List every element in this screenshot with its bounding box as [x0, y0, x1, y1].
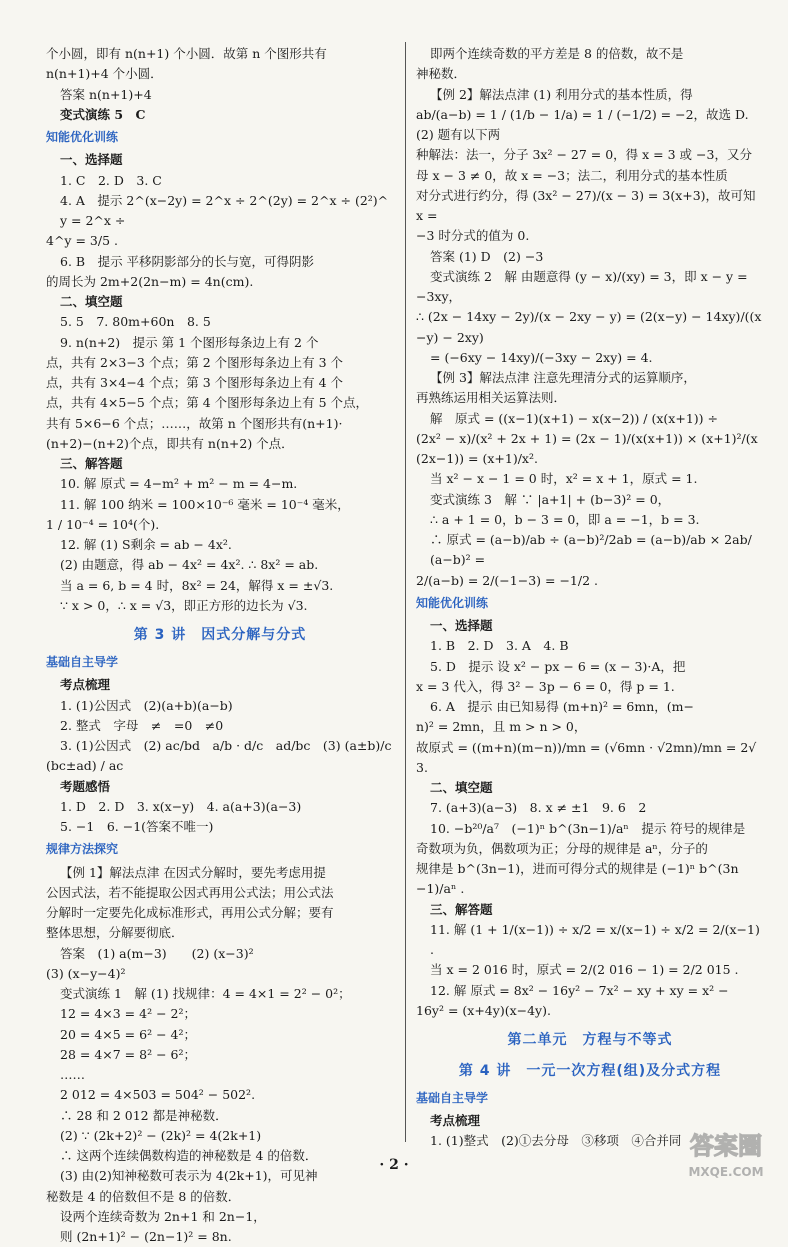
text-line: 当 x² − x − 1 = 0 时，x² = x + 1，原式 = 1. — [430, 471, 698, 487]
text-line: −3 时分式的值为 0. — [416, 228, 530, 244]
text-line: (2) 由题意，得 ab − 4x² = 4x². ∴ 8x² = ab. — [60, 557, 319, 573]
text-line: 【例 2】解法点津 (1) 利用分式的基本性质，得 — [430, 86, 693, 102]
text-line: 点，共有 3×4−4 个点；第 3 个图形每条边上有 4 个 — [46, 375, 344, 391]
answer-line: 答案 (1) a(m−3) (2) (x−3)² — [60, 945, 254, 961]
text-line: 当 a = 6, b = 4 时，8x² = 24，解得 x = ±√3. — [60, 577, 334, 593]
text-line: 20 = 4×5 = 6² − 4²； — [60, 1026, 196, 1042]
subsection-heading: 考点梳理 — [60, 677, 111, 693]
chapter-title: 第 4 讲 一元一次方程(组)及分式方程 — [458, 1062, 722, 1079]
text-line: 【例 1】解法点津 在因式分解时，要先考虑用提 — [60, 864, 326, 880]
left-column — [46, 44, 394, 1247]
text-line: 分解时一定要先化成标准形式，再用公式分解；要有 — [46, 905, 334, 921]
answer-line: 答案 (1) D (2) −3 — [430, 248, 544, 264]
text-line: 的周长为 2m+2(2n−m) = 4n(cm). — [46, 273, 254, 289]
watermark-text: 答案圈 — [690, 1132, 762, 1160]
text-line: 【例 3】解法点津 注意先理清分式的运算顺序， — [430, 370, 696, 385]
text-line: 4. A 提示 2^(x−2y) = 2^x ÷ 2^(2y) = 2^x ÷ (2²)^y = 2^x ÷ — [60, 192, 389, 229]
text-line: 点，共有 4×5−5 个点；第 4 个图形每条边上有 5 个点， — [46, 395, 369, 411]
section-heading: 知能优化训练 — [416, 595, 489, 610]
text-line: 12. 解 原式 = 8x² − 16y² − 7x² − xy + xy = x² − — [430, 982, 729, 998]
subsection-heading: 二、填空题 — [60, 294, 123, 310]
text-line: 4^y = 3/5 . — [46, 233, 118, 249]
formula-line: 10. −b²⁰/a⁷ (−1)ⁿ b^(3n−1)/aⁿ 提示 符号的规律是 — [430, 820, 746, 836]
text-line: 12 = 4×3 = 4² − 2²； — [60, 1006, 196, 1022]
text-line: 3. (1)公因式 (2) ac/bd a/b · d/c ad/bc (3) (a±b)/c — [60, 738, 392, 754]
text-line: 奇数项为负，偶数项为正；分母的规律是 aⁿ，分子的 — [416, 840, 708, 856]
formula-line: 11. 解 (1 + 1/(x−1)) ÷ x/2 = x/(x−1) ÷ x/2 = 2/(x−1) . — [430, 921, 760, 958]
formula-line: = (−6xy − 14xy)/(−3xy − 2xy) = 4. — [430, 349, 653, 365]
right-column — [416, 44, 764, 1151]
text-line: 再熟练运用相关运算法则． — [416, 390, 567, 406]
subsection-heading: 一、选择题 — [60, 152, 123, 168]
formula-line: 解 原式 = ((x−1)(x+1) − x(x−2)) / (x(x+1)) ÷ — [430, 410, 718, 426]
formula-line: 对分式进行约分，得 (3x² − 27)/(x − 3) = 3(x+3)，故可知 x = — [416, 187, 756, 223]
text-line: 16y² = (x+4y)(x−4y). — [416, 1002, 551, 1018]
formula-line: 当 x = 2 016 时，原式 = 2/(2 016 − 1) = 2/2 015 . — [430, 962, 739, 978]
text-line: ∵ x > 0，∴ x = √3，即正方形的边长为 √3. — [60, 597, 308, 613]
text-line: n(n+1)+4 个小圆． — [46, 66, 163, 82]
text-line: ∴ a + 1 = 0，b − 3 = 0，即 a = −1，b = 3. — [430, 511, 700, 527]
text-line: 1 / 10⁻⁴ = 10⁴(个). — [46, 516, 160, 532]
text-line: 6. B 提示 平移阴影部分的长与宽，可得阴影 — [60, 253, 315, 269]
text-line: 5. −1 6. −1(答案不唯一) — [60, 819, 214, 835]
text-line: (3) (x−y−4)² — [46, 965, 126, 981]
subsection-heading: 考点梳理 — [430, 1112, 481, 1128]
text-line: 个小圆，即有 n(n+1) 个小圆．故第 n 个图形共有 — [46, 46, 327, 61]
text-line: …… — [60, 1067, 85, 1083]
text-line: 1. D 2. D 3. x(x−y) 4. a(a+3)(a−3) — [60, 798, 302, 814]
subsection-heading: 二、填空题 — [430, 780, 493, 796]
text-line: (bc±ad) / ac — [46, 758, 124, 774]
text-line: 2. 整式 字母 ≠ =0 ≠0 — [60, 717, 224, 733]
text-line: 5. 5 7. 80m+60n 8. 5 — [60, 314, 211, 330]
column-divider — [405, 42, 406, 1142]
text-line: 1. C 2. D 3. C — [60, 172, 162, 188]
text-line: 神秘数． — [416, 66, 467, 82]
text-line: (2) ∵ (2k+2)² − (2k)² = 4(2k+1) — [60, 1127, 262, 1143]
text-line: 28 = 4×7 = 8² − 6²； — [60, 1046, 196, 1062]
formula-line: ∴ (2x − 14xy − 2y)/(x − 2xy − y) = (2(x−y) − 14xy)/((x−y) − 2xy) — [416, 309, 762, 345]
text-line: 1. B 2. D 3. A 4. B — [430, 638, 569, 654]
watermark-url: MXQE.COM — [688, 1165, 764, 1179]
text-line: 秘数是 4 的倍数但不是 8 的倍数． — [46, 1188, 241, 1204]
page-number: · 2 · — [379, 1157, 409, 1173]
text-line: 7. (a+3)(a−3) 8. x ≠ ±1 9. 6 2 — [430, 800, 647, 816]
text-line: 1. (1)整式 (2)①去分母 ③移项 ④合并同 — [430, 1133, 682, 1149]
text-line: 则 (2n+1)² − (2n−1)² = 8n. — [60, 1229, 232, 1245]
text-line: 9. n(n+2) 提示 第 1 个图形每条边上有 2 个 — [60, 334, 319, 350]
text-line: 6. A 提示 由已知易得 (m+n)² = 6mn，(m− — [430, 699, 694, 715]
formula-line: ∴ 原式 = (a−b)/ab ÷ (a−b)²/2ab = (a−b)/ab × 2ab/(a−b)² = — [430, 532, 752, 568]
subsection-heading: 三、解答题 — [60, 456, 123, 472]
answer-line: 答案 n(n+1)+4 — [60, 86, 152, 102]
formula-line: ab/(a−b) = 1 / (1/b − 1/a) = 1 / (−1/2) = −2，故选 D. (2) 题有以下两 — [416, 106, 749, 142]
chapter-title: 第 3 讲 因式分解与分式 — [133, 627, 307, 644]
text-line: ∴ 28 和 2 012 都是神秘数． — [60, 1107, 228, 1123]
section-heading: 知能优化训练 — [46, 130, 119, 144]
variant-line: 变式演练 1 解 (1) 找规律：4 = 4×1 = 2² − 0²； — [60, 986, 351, 1002]
variant-line: 变式演练 3 解 ∵ |a+1| + (b−3)² = 0， — [430, 491, 671, 507]
variant-line: 变式演练 2 解 由题意得 (y − x)/(xy) = 3，即 x − y = — [430, 268, 748, 284]
formula-line: 2/(a−b) = 2/(−1−3) = −1/2 . — [416, 572, 598, 588]
text-line: 5. D 提示 设 x² − px − 6 = (x − 3)·A，把 — [430, 658, 686, 674]
text-line: 1. (1)公因式 (2)(a+b)(a−b) — [60, 697, 233, 713]
text-line: 11. 解 100 纳米 = 100×10⁻⁶ 毫米 = 10⁻⁴ 毫米， — [60, 496, 350, 512]
text-line: (n+2)−(n+2)个点，即共有 n(n+2) 个点． — [46, 435, 294, 451]
text-line: 10. 解 原式 = 4−m² + m² − m = 4−m. — [60, 476, 298, 492]
watermark-logo — [676, 1126, 776, 1182]
text-line: 共有 5×6−6 个点；……，故第 n 个图形共有(n+1)· — [46, 415, 343, 431]
formula-line: (2x² − x)/(x² + 2x + 1) = (2x − 1)/(x(x+1)) × (x+1)²/(x(2x−1)) = (x+1)/x². — [416, 430, 758, 466]
subsection-heading: 考题感悟 — [60, 778, 111, 794]
text-line: ∴ 这两个连续偶数构造的神秘数是 4 的倍数． — [60, 1148, 318, 1164]
text-line: −3xy， — [416, 289, 462, 304]
text-line: 设两个连续奇数为 2n+1 和 2n−1， — [60, 1208, 266, 1224]
text-line: (3) 由(2)知神秘数可表示为 4(2k+1)，可见神 — [60, 1168, 318, 1184]
text-line: 点，共有 2×3−3 个点；第 2 个图形每条边上有 3 个 — [46, 354, 344, 370]
text-line: 规律是 b^(3n−1)，进而可得分式的规律是 (−1)ⁿ b^(3n−1)/aⁿ . — [416, 861, 739, 897]
text-line: 即两个连续奇数的平方差是 8 的倍数，故不是 — [430, 46, 684, 61]
subsection-heading: 一、选择题 — [430, 618, 493, 634]
formula-line: 故原式 = ((m+n)(m−n))/mn = (√6mn · √2mn)/mn = 2√3. — [416, 739, 757, 775]
text-line: 12. 解 (1) S剩余 = ab − 4x². — [60, 537, 232, 553]
unit-title: 第二单元 方程与不等式 — [507, 1032, 673, 1049]
text-line: x = 3 代入，得 3² − 3p − 6 = 0，得 p = 1. — [416, 678, 675, 694]
text-line: n)² = 2mn，且 m > n > 0， — [416, 719, 587, 735]
section-heading: 规律方法探究 — [46, 842, 119, 857]
section-heading: 基础自主导学 — [46, 654, 119, 669]
text-line: 母 x − 3 ≠ 0，故 x = −3；法二，利用分式的基本性质 — [416, 167, 728, 183]
subsection-heading: 三、解答题 — [430, 901, 493, 917]
text-line: 公因式法，若不能提取公因式再用公式法；用公式法 — [46, 884, 334, 900]
variant-line: 变式演练 5 C — [60, 106, 146, 122]
text-line: 整体思想，分解要彻底． — [46, 925, 184, 941]
text-line: 2 012 = 4×503 = 504² − 502². — [60, 1087, 256, 1103]
text-line: 种解法：法一，分子 3x² − 27 = 0，得 x = 3 或 −3，又分 — [416, 147, 752, 163]
section-heading: 基础自主导学 — [416, 1090, 489, 1105]
